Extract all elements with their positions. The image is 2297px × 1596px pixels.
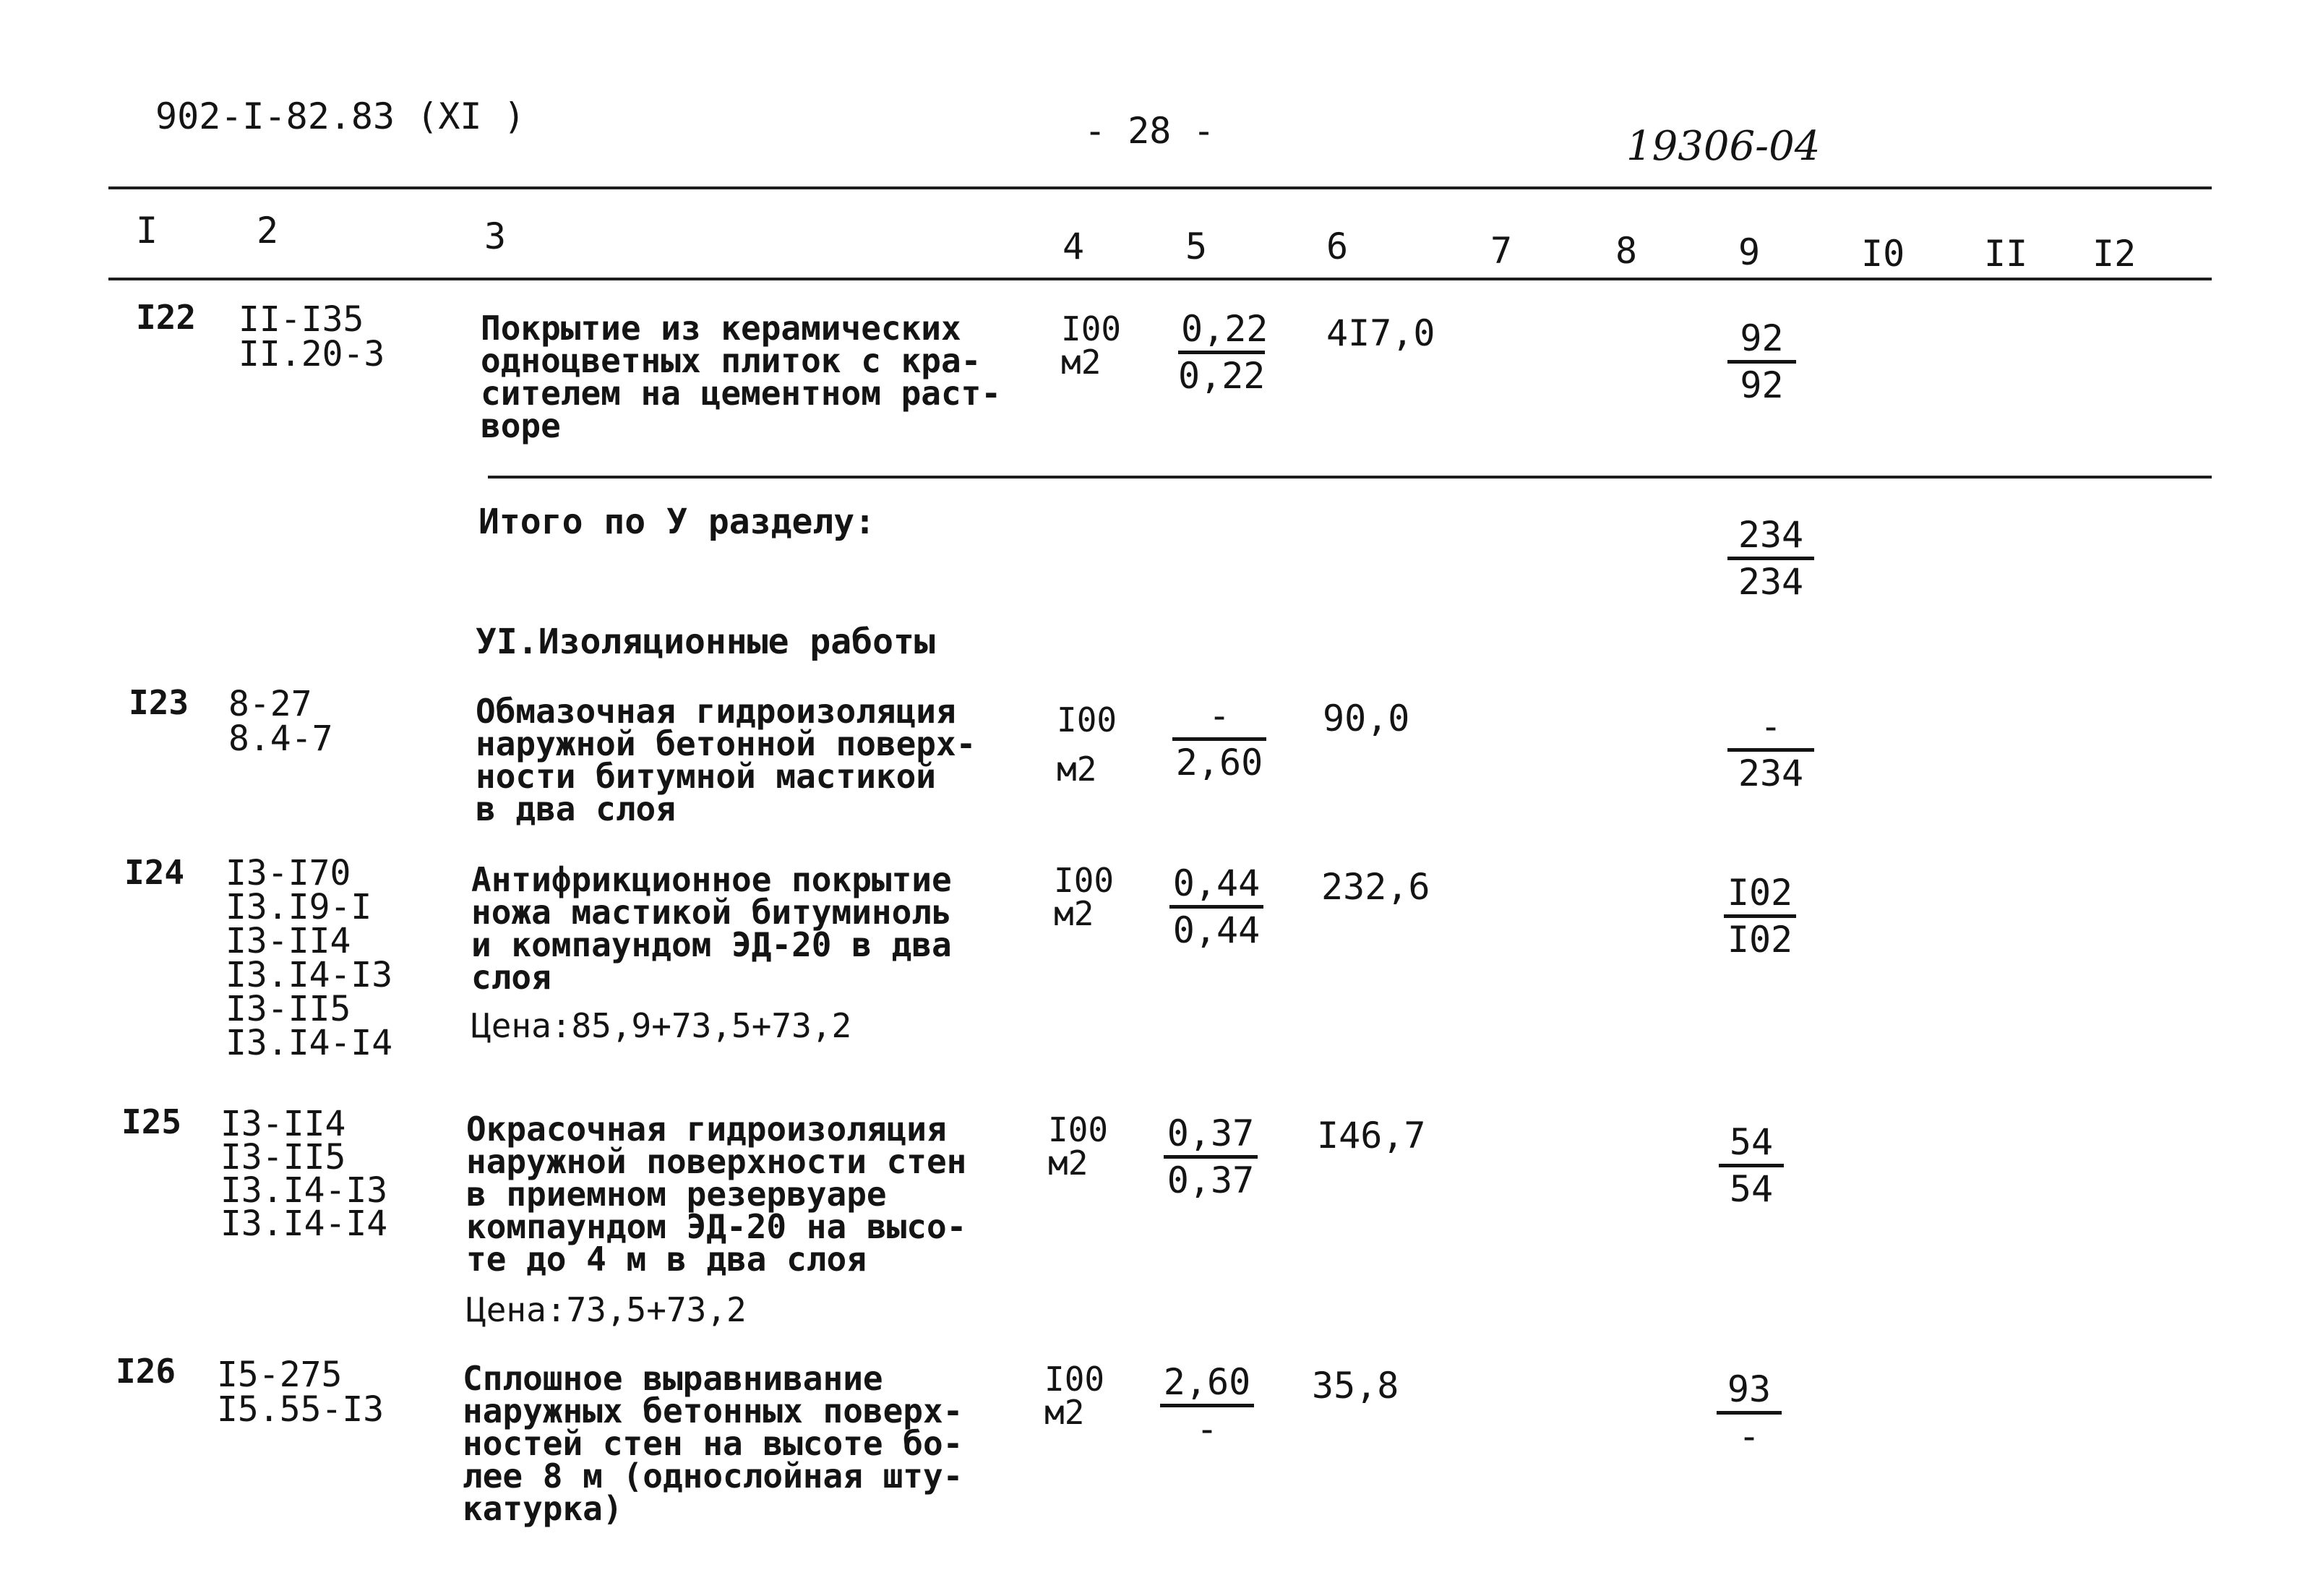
section-title: УI.Изоляционные работы: [476, 622, 935, 662]
price-formula: Цена:85,9+73,5+73,2: [471, 1006, 852, 1045]
work-description: Обмазочная гидроизоляция наружной бетонной поверх- ности битумной мастикой в два слоя: [476, 692, 976, 828]
unit-price: 232,6: [1321, 866, 1430, 908]
unit-price: I46,7: [1317, 1115, 1426, 1157]
col-header-2: 2: [257, 210, 279, 252]
unit-of-measure: I00 м2: [1048, 1110, 1109, 1183]
row-number: I24: [124, 853, 185, 892]
norm-code: I3-II4 I3-II5 I3.I4-I3 I3.I4-I4: [220, 1104, 388, 1244]
total-fraction: 93 -: [1717, 1368, 1782, 1458]
work-description: Окрасочная гидроизоляция наружной поверхности стен в приемном резервуаре компаундом ЭД-20 на высо- те до 4 м в два слоя: [466, 1110, 967, 1279]
subtotal-fraction: $\frac{234}{234}$: [1727, 513, 1814, 604]
handwritten-code: 19306-04: [1626, 123, 1821, 170]
unit-of-measure: I00 м2: [1061, 309, 1122, 382]
col-header-5: 5: [1185, 226, 1208, 267]
col-header-3: 3: [484, 215, 507, 257]
col-header-1: I: [136, 210, 158, 252]
table-header-rule: [108, 278, 2212, 280]
unit-of-measure: I00 м2: [1044, 1360, 1105, 1432]
unit-of-measure: I00 м2: [1057, 700, 1117, 789]
col-header-11: II: [1984, 233, 2028, 275]
unit-price: 35,8: [1312, 1365, 1399, 1407]
quantity-fraction: $\frac{0,44}{0,44}$: [1169, 862, 1263, 952]
norm-code: II-I35 II.20-3: [239, 299, 385, 374]
unit-of-measure: I00 м2: [1054, 861, 1115, 933]
col-header-4: 4: [1062, 226, 1085, 267]
col-header-7: 7: [1490, 230, 1513, 272]
table-top-rule: [108, 186, 2212, 189]
total-fraction: $\frac{54}{54}$: [1719, 1120, 1784, 1211]
quantity-fraction: $\frac{0,37}{0,37}$: [1164, 1112, 1258, 1202]
col-header-6: 6: [1326, 226, 1349, 267]
subtotal-label: Итого по У разделу:: [478, 502, 876, 542]
document-code: 902-I-82.83 (XI ): [155, 95, 525, 137]
total-fraction: $\frac{I02}{I02}$: [1724, 871, 1796, 961]
work-description: Сплошное выравнивание наружных бетонных поверх- ностей стен на высоте бо- лее 8 м (однослойная шту- катурка): [463, 1359, 963, 1528]
row-number: I22: [136, 298, 197, 337]
row-number: I25: [121, 1102, 182, 1141]
row-number: I26: [116, 1352, 176, 1391]
quantity-fraction: $\frac{0,22}{0,22}$: [1178, 308, 1268, 397]
col-header-12: I2: [2092, 233, 2137, 275]
work-description: Антифрикционное покрытие ножа мастикой битуминоль и компаундом ЭД-20 в два слоя: [471, 860, 952, 997]
col-header-9: 9: [1738, 231, 1761, 273]
page-number: - 28 -: [1084, 110, 1215, 152]
norm-code: 8-27 8.4-7: [228, 684, 333, 759]
quantity-fraction: - 2,60: [1172, 694, 1266, 784]
unit-price: 4I7,0: [1326, 312, 1435, 354]
norm-code: I3-I70 I3.I9-I I3-II4 I3.I4-I3 I3-II5 I3.I4-I4: [226, 853, 393, 1063]
section-rule: [488, 476, 2212, 479]
work-description: Покрытие из керамических одноцветных плиток с кра- сителем на цементном раст- воре: [481, 309, 1002, 445]
norm-code: I5-275 I5.55-I3: [217, 1355, 385, 1430]
quantity-fraction: 2,60 -: [1160, 1360, 1254, 1451]
col-header-10: I0: [1861, 233, 1905, 275]
unit-price: 90,0: [1323, 698, 1410, 739]
col-header-8: 8: [1615, 230, 1638, 272]
price-formula: Цена:73,5+73,2: [466, 1290, 747, 1329]
total-fraction: - 234: [1727, 705, 1814, 795]
row-number: I23: [129, 683, 189, 722]
total-fraction: $\frac{92}{92}$: [1727, 317, 1796, 407]
